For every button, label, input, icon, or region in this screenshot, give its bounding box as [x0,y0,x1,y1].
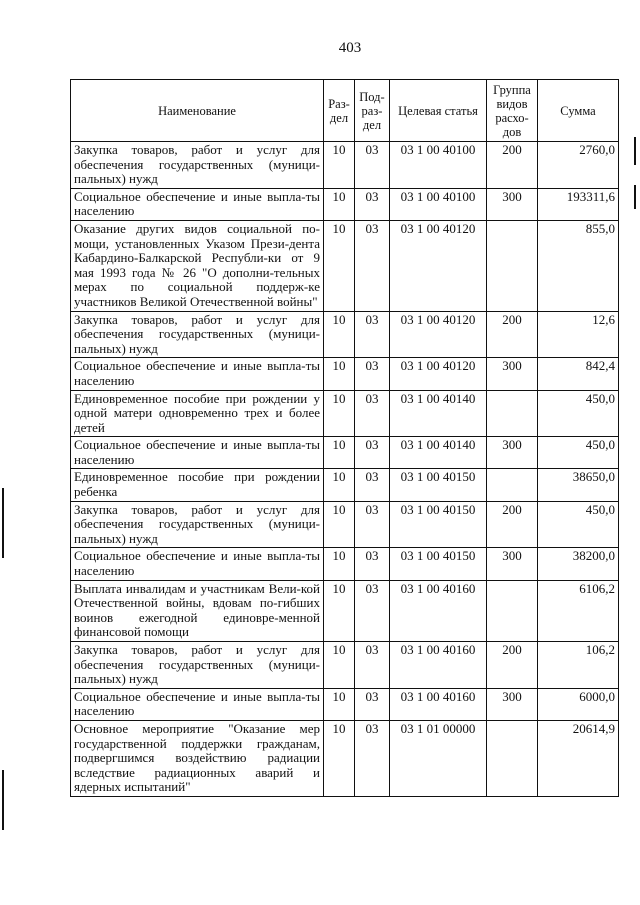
row-podrazdel: 03 [355,188,390,220]
row-razdel: 10 [324,548,355,580]
row-razdel: 10 [324,688,355,720]
row-article: 03 1 00 40100 [390,188,487,220]
row-article: 03 1 00 40140 [390,437,487,469]
row-article: 03 1 00 40120 [390,311,487,358]
row-razdel: 10 [324,142,355,189]
row-group: 300 [487,548,538,580]
header-razdel: Раз-дел [324,80,355,142]
row-podrazdel: 03 [355,720,390,796]
row-group: 300 [487,188,538,220]
header-name: Наименование [71,80,324,142]
row-name: Закупка товаров, работ и услуг для обеспечения государственных (муници-пальных) нужд [71,311,324,358]
row-sum: 38200,0 [538,548,619,580]
table-row [71,501,619,548]
row-name: Закупка товаров, работ и услуг для обеспечения государственных (муници-пальных) нужд [71,142,324,189]
row-name: Социальное обеспечение и иные выпла-ты населению [71,548,324,580]
header-group: Группа видов расхо-дов [487,80,538,142]
row-podrazdel: 03 [355,142,390,189]
row-article: 03 1 00 40160 [390,688,487,720]
row-podrazdel: 03 [355,580,390,641]
row-name: Оказание других видов социальной по-мощи, установленных Указом Прези-дента Кабардино-Балкарской Республи-ки от 9 мая 1993 года № 26 "О дополни-тельных мерах по социальной поддерж-ке участников Великой Отечественной войны" [71,220,324,311]
row-article: 03 1 00 40150 [390,548,487,580]
row-name: Социальное обеспечение и иные выпла-ты населению [71,688,324,720]
row-sum: 38650,0 [538,469,619,501]
row-group: 200 [487,142,538,189]
row-name: Единовременное пособие при рождении ребенка [71,469,324,501]
row-group [487,469,538,501]
row-sum: 193311,6 [538,188,619,220]
row-group: 200 [487,311,538,358]
header-article: Целевая статья [390,80,487,142]
row-razdel: 10 [324,580,355,641]
row-podrazdel: 03 [355,501,390,548]
row-razdel: 10 [324,501,355,548]
row-group: 300 [487,358,538,390]
row-razdel: 10 [324,188,355,220]
table-row [71,688,619,720]
row-name: Выплата инвалидам и участникам Вели-кой Отечественной войны, вдовам по-гибших воинов ежегодной единовре-менной финансовой помощи [71,580,324,641]
table-row [71,188,619,220]
margin-mark [2,488,4,558]
row-sum: 450,0 [538,437,619,469]
table-row [71,142,619,189]
row-podrazdel: 03 [355,390,390,437]
row-group: 300 [487,437,538,469]
row-sum: 2760,0 [538,142,619,189]
header-podrazdel: Под-раз-дел [355,80,390,142]
row-razdel: 10 [324,358,355,390]
table-row [71,469,619,501]
row-article: 03 1 00 40150 [390,501,487,548]
table-row [71,358,619,390]
row-podrazdel: 03 [355,642,390,689]
row-name: Единовременное пособие при рождении у одной матери одновременно трех и более детей [71,390,324,437]
row-razdel: 10 [324,642,355,689]
margin-mark [634,137,636,165]
row-podrazdel: 03 [355,220,390,311]
header-sum: Сумма [538,80,619,142]
table-row [71,580,619,641]
row-razdel: 10 [324,720,355,796]
row-sum: 20614,9 [538,720,619,796]
row-group: 200 [487,501,538,548]
row-group: 300 [487,688,538,720]
table-row [71,548,619,580]
row-name: Социальное обеспечение и иные выпла-ты населению [71,358,324,390]
row-razdel: 10 [324,469,355,501]
table-row [71,720,619,796]
margin-mark [634,185,636,209]
row-sum: 450,0 [538,390,619,437]
row-sum: 842,4 [538,358,619,390]
row-group [487,580,538,641]
row-article: 03 1 00 40120 [390,220,487,311]
row-podrazdel: 03 [355,358,390,390]
row-article: 03 1 00 40150 [390,469,487,501]
row-article: 03 1 00 40140 [390,390,487,437]
table-row [71,311,619,358]
row-sum: 6000,0 [538,688,619,720]
row-sum: 6106,2 [538,580,619,641]
row-podrazdel: 03 [355,311,390,358]
row-name: Основное мероприятие "Оказание мер государственной поддержки гражданам, подвергшимся воздействию радиации вследствие радиационных аварий и ядерных испытаний" [71,720,324,796]
row-razdel: 10 [324,390,355,437]
margin-mark [2,770,4,830]
table-header-row [71,80,619,142]
row-podrazdel: 03 [355,437,390,469]
table-row [71,390,619,437]
row-name: Социальное обеспечение и иные выпла-ты населению [71,188,324,220]
row-sum: 12,6 [538,311,619,358]
row-razdel: 10 [324,437,355,469]
row-article: 03 1 00 40160 [390,642,487,689]
table-row [71,642,619,689]
row-article: 03 1 01 00000 [390,720,487,796]
row-article: 03 1 00 40160 [390,580,487,641]
table-body [71,142,619,797]
page-number: 403 [338,40,362,56]
row-group: 200 [487,642,538,689]
row-group [487,390,538,437]
row-group [487,720,538,796]
row-podrazdel: 03 [355,548,390,580]
row-podrazdel: 03 [355,469,390,501]
row-name: Закупка товаров, работ и услуг для обеспечения государственных (муници-пальных) нужд [71,642,324,689]
row-sum: 106,2 [538,642,619,689]
table-row [71,437,619,469]
row-group [487,220,538,311]
row-name: Социальное обеспечение и иные выпла-ты населению [71,437,324,469]
row-razdel: 10 [324,311,355,358]
budget-table [70,79,619,797]
row-article: 03 1 00 40120 [390,358,487,390]
row-article: 03 1 00 40100 [390,142,487,189]
row-podrazdel: 03 [355,688,390,720]
row-razdel: 10 [324,220,355,311]
row-sum: 450,0 [538,501,619,548]
row-sum: 855,0 [538,220,619,311]
row-name: Закупка товаров, работ и услуг для обеспечения государственных (муници-пальных) нужд [71,501,324,548]
table-row [71,220,619,311]
